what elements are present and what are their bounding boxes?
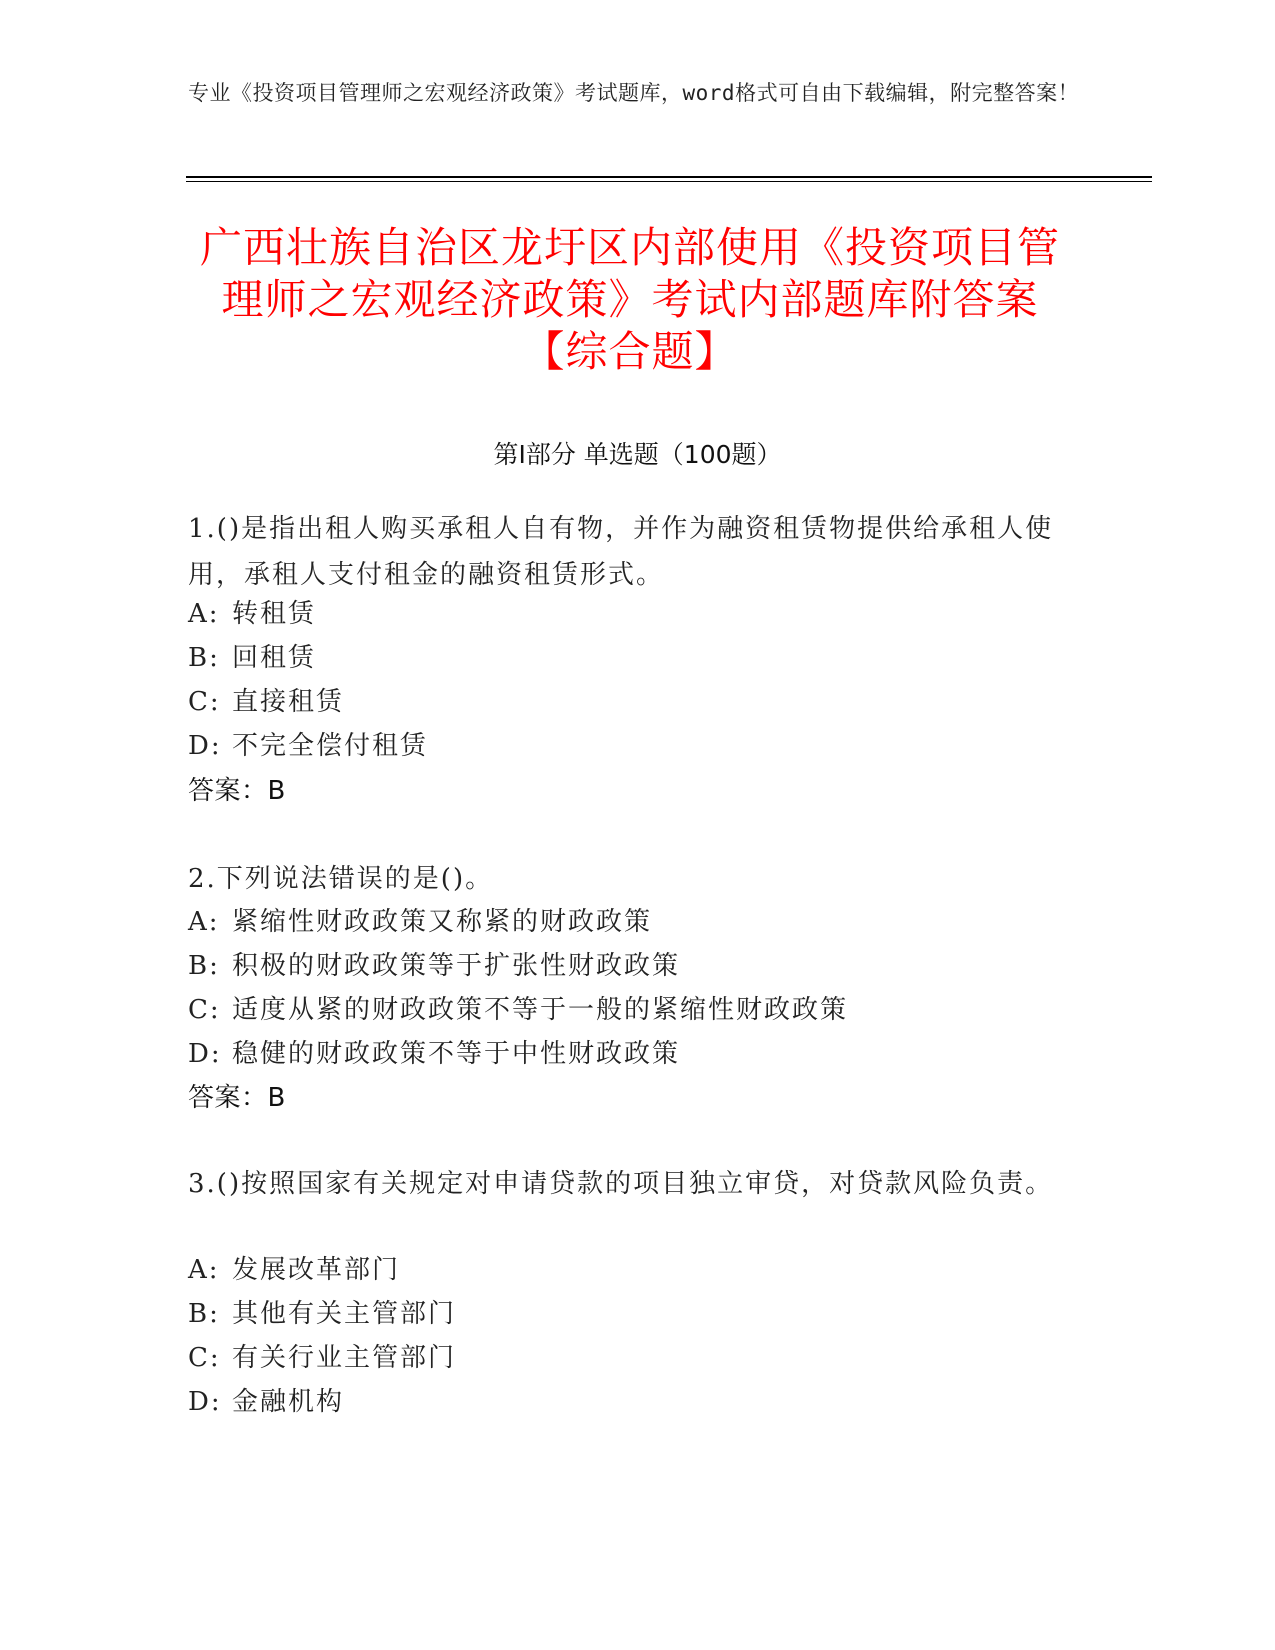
header-note: 专业《投资项目管理师之宏观经济政策》考试题库，word格式可自由下载编辑，附完整答案！: [188, 81, 1080, 105]
option-text: 发展改革部门: [232, 1255, 401, 1285]
question-1-option-c: [188, 679, 344, 725]
question-2-option-d: [188, 1031, 680, 1077]
question-1-option-a: [188, 591, 316, 637]
question-3-option-b: [188, 1291, 456, 1337]
question-2-option-c: [188, 987, 848, 1033]
question-1-text: 1.()是指出租人购买承租人自有物，并作为融资租赁物提供给承租人使用，承租人支付租金的融资租赁形式。: [188, 514, 1054, 590]
option-text: 直接租赁: [232, 687, 345, 717]
question-2-answer: 答案：B: [188, 1083, 286, 1113]
question-1-answer: 答案：B: [188, 776, 286, 806]
question-3-option-d: [188, 1379, 344, 1425]
question-2-text: 2.下列说法错误的是()。: [188, 864, 494, 894]
option-text: 有关行业主管部门: [232, 1343, 457, 1373]
question-3-text: 3.()按照国家有关规定对申请贷款的项目独立审贷，对贷款风险负责。: [188, 1169, 1054, 1199]
option-text: 积极的财政政策等于扩张性财政政策: [232, 951, 681, 981]
option-label: D:: [188, 1387, 222, 1417]
option-label: B:: [188, 643, 220, 673]
option-label: A:: [188, 1255, 220, 1285]
option-text: 转租赁: [232, 599, 317, 629]
question-3-option-c: [188, 1335, 456, 1381]
option-label: A:: [188, 599, 220, 629]
header-rule-thin: [186, 181, 1152, 182]
option-text: 稳健的财政政策不等于中性财政政策: [232, 1039, 681, 1069]
option-label: C:: [188, 687, 221, 717]
question-3-option-a: [188, 1247, 400, 1293]
question-2-option-b: [188, 943, 680, 989]
option-text: 紧缩性财政政策又称紧的财政政策: [232, 907, 653, 937]
option-label: C:: [188, 995, 221, 1025]
header-rule-thick: [186, 176, 1152, 178]
option-label: D:: [188, 731, 222, 761]
option-label: B:: [188, 951, 220, 981]
question-1-option-d: [188, 723, 428, 769]
option-label: C:: [188, 1343, 221, 1373]
option-text: 回租赁: [232, 643, 317, 673]
option-label: D:: [188, 1039, 222, 1069]
section-title: 第Ⅰ部分 单选题（100题）: [493, 440, 782, 469]
document-title: 广西壮族自治区龙圩区内部使用《投资项目管理师之宏观经济政策》考试内部题库附答案【综合题】: [199, 223, 1060, 376]
question-2-option-a: [188, 899, 652, 945]
question-1-option-b: [188, 635, 316, 681]
option-text: 其他有关主管部门: [232, 1299, 457, 1329]
option-text: 金融机构: [232, 1387, 345, 1417]
option-text: 适度从紧的财政政策不等于一般的紧缩性财政政策: [232, 995, 849, 1025]
option-label: B:: [188, 1299, 220, 1329]
option-text: 不完全偿付租赁: [232, 731, 429, 761]
option-label: A:: [188, 907, 220, 937]
